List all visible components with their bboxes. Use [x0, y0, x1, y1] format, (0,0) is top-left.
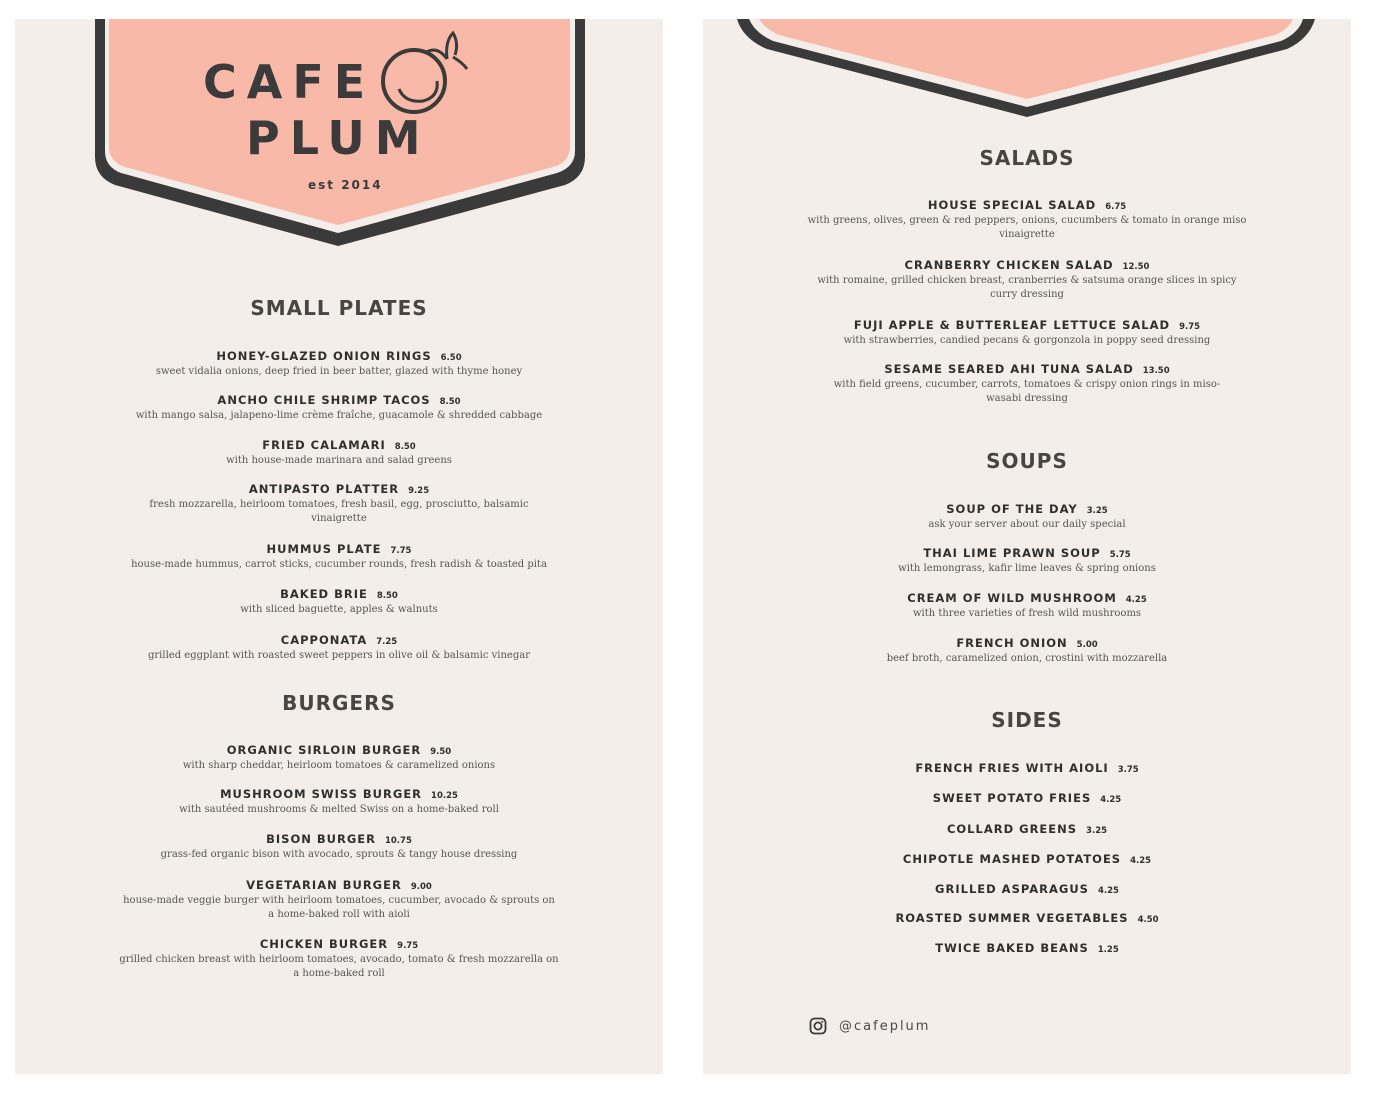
menu-item [703, 254, 1351, 302]
item-name: ROASTED SUMMER VEGETABLES [895, 911, 1129, 925]
item-price: 12.50 [1122, 262, 1150, 272]
item-desc: grilled chicken breast with heirloom tomatoes, avocado, tomato & fresh mozzarella on a home-baked roll [119, 954, 559, 979]
item-price: 5.00 [1076, 640, 1098, 650]
item-desc: fresh mozzarella, heirloom tomatoes, fresh basil, egg, prosciutto, balsamic vinaigrette [149, 499, 529, 524]
item-desc: with house-made marinara and salad greens [226, 455, 452, 466]
menu-item [703, 848, 1351, 867]
item-price: 7.75 [390, 546, 412, 556]
menu-item [703, 757, 1351, 776]
item-price: 3.25 [1086, 506, 1108, 516]
item-name: COLLARD GREENS [946, 822, 1078, 836]
item-name: CAPPONATA [280, 633, 368, 647]
item-desc: ask your server about our daily special [928, 519, 1126, 530]
item-name: ORGANIC SIRLOIN BURGER [226, 743, 422, 757]
instagram-handle[interactable]: @cafeplum [839, 1018, 931, 1034]
menu-item [15, 783, 663, 817]
section-burgers [15, 691, 663, 715]
item-price: 9.75 [1179, 322, 1201, 332]
menu-item [15, 874, 663, 922]
menu-item [703, 907, 1351, 926]
item-price: 6.50 [440, 353, 462, 363]
item-desc: grass-fed organic bison with avocado, sprouts & tangy house dressing [160, 849, 518, 860]
item-name: BISON BURGER [266, 832, 376, 846]
item-name: HUMMUS PLATE [266, 542, 382, 556]
item-name: TWICE BAKED BEANS [935, 941, 1089, 955]
item-price: 7.25 [376, 637, 398, 647]
menu-item [703, 818, 1351, 837]
menu-item [703, 937, 1351, 956]
plum-icon [375, 29, 475, 119]
item-name: CHICKEN BURGER [259, 937, 389, 951]
item-name: THAI LIME PRAWN SOUP [923, 546, 1101, 560]
social-link[interactable] [809, 1017, 930, 1035]
section-title: BURGERS [282, 691, 396, 715]
menu-item [703, 314, 1351, 348]
item-name: CRANBERRY CHICKEN SALAD [904, 258, 1114, 272]
brand-line2: PLUM [246, 111, 431, 165]
item-desc: with strawberries, candied pecans & gorgonzola in poppy seed dressing [843, 335, 1211, 346]
item-desc: with sliced baguette, apples & walnuts [240, 604, 438, 615]
menu-item [15, 739, 663, 773]
item-name: FRIED CALAMARI [262, 438, 386, 452]
item-name: MUSHROOM SWISS BURGER [220, 787, 423, 801]
menu-item [15, 434, 663, 468]
item-price: 3.25 [1086, 826, 1108, 836]
menu-item [15, 478, 663, 526]
item-price: 10.25 [431, 791, 458, 801]
item-desc: house-made veggie burger with heirloom tomatoes, cucumber, avocado & sprouts on a home-baked roll with aioli [123, 895, 555, 920]
item-name: BAKED BRIE [280, 587, 368, 601]
item-desc: house-made hummus, carrot sticks, cucumber rounds, fresh radish & toasted pita [131, 559, 547, 570]
menu-item [703, 542, 1351, 576]
menu-item [15, 389, 663, 423]
section-title: SIDES [991, 708, 1063, 732]
menu-item [15, 828, 663, 862]
section-salads [703, 146, 1351, 170]
section-title: SALADS [979, 146, 1075, 170]
item-desc: sweet vidalia onions, deep fried in beer batter, glazed with thyme honey [155, 366, 523, 377]
item-price: 9.50 [430, 747, 452, 757]
item-price: 4.50 [1137, 915, 1159, 925]
item-desc: with field greens, cucumber, carrots, tomatoes & crispy onion rings in miso-wasabi dressing [833, 379, 1221, 404]
item-desc: with sautéed mushrooms & melted Swiss on a home-baked roll [179, 804, 499, 815]
item-name: ANTIPASTO PLATTER [248, 482, 400, 496]
item-price: 8.50 [439, 397, 461, 407]
menu-item [703, 878, 1351, 897]
item-price: 6.75 [1105, 202, 1127, 212]
item-price: 3.75 [1117, 765, 1139, 775]
item-price: 4.25 [1130, 856, 1152, 866]
menu-item [703, 787, 1351, 806]
item-name: VEGETARIAN BURGER [246, 878, 402, 892]
item-name: SOUP OF THE DAY [946, 502, 1078, 516]
item-price: 13.50 [1142, 366, 1170, 376]
item-desc: with romaine, grilled chicken breast, cranberries & satsuma orange slices in spicy curry dressing [817, 275, 1237, 300]
menu-item [703, 587, 1351, 621]
item-price: 9.00 [410, 882, 432, 892]
item-price: 4.25 [1100, 795, 1122, 805]
item-price: 4.25 [1125, 595, 1147, 605]
item-price: 8.50 [394, 442, 416, 452]
menu-item [703, 498, 1351, 532]
item-name: FRENCH ONION [956, 636, 1068, 650]
item-price: 4.25 [1097, 886, 1119, 896]
item-price: 1.25 [1097, 945, 1119, 955]
item-price: 9.25 [408, 486, 430, 496]
section-soups [703, 449, 1351, 473]
item-name: HONEY-GLAZED ONION RINGS [216, 349, 432, 363]
section-small-plates [15, 296, 663, 320]
menu-item [15, 538, 663, 572]
menu-item [15, 629, 663, 663]
menu-item [15, 345, 663, 379]
menu-item [15, 583, 663, 617]
item-name: GRILLED ASPARAGUS [935, 882, 1089, 896]
established-date: est 2014 [308, 178, 383, 192]
menu-item [703, 358, 1351, 406]
item-name: SWEET POTATO FRIES [932, 791, 1092, 805]
item-desc: with mango salsa, jalapeno-lime crème fraîche, guacamole & shredded cabbage [135, 410, 543, 421]
section-title: SOUPS [986, 449, 1068, 473]
menu-item [703, 194, 1351, 242]
brand-line1: CAFE [203, 55, 376, 109]
menu-page-right [703, 19, 1351, 1074]
item-price: 9.75 [397, 941, 419, 951]
item-desc: grilled eggplant with roasted sweet peppers in olive oil & balsamic vinegar [148, 650, 530, 661]
brand [15, 19, 663, 279]
banner-bottom [703, 19, 1351, 129]
item-name: CHIPOTLE MASHED POTATOES [902, 852, 1122, 866]
item-price: 10.75 [384, 836, 412, 846]
menu-item [703, 632, 1351, 666]
item-desc: with three varieties of fresh wild mushrooms [912, 608, 1142, 619]
menu-page-left [15, 19, 663, 1074]
menu-item [15, 933, 663, 981]
item-desc: beef broth, caramelized onion, crostini with mozzarella [886, 653, 1168, 664]
section-sides [703, 708, 1351, 732]
item-name: ANCHO CHILE SHRIMP TACOS [217, 393, 431, 407]
item-desc: with sharp cheddar, heirloom tomatoes & caramelized onions [182, 760, 496, 771]
item-price: 5.75 [1109, 550, 1131, 560]
item-name: SESAME SEARED AHI TUNA SALAD [884, 362, 1134, 376]
section-title: SMALL PLATES [250, 296, 428, 320]
instagram-icon [809, 1017, 827, 1035]
item-name: CREAM OF WILD MUSHROOM [907, 591, 1117, 605]
item-name: HOUSE SPECIAL SALAD [927, 198, 1097, 212]
item-desc: with lemongrass, kafir lime leaves & spring onions [898, 563, 1156, 574]
item-price: 8.50 [376, 591, 398, 601]
item-desc: with greens, olives, green & red peppers, onions, cucumbers & tomato in orange miso vinaigrette [807, 215, 1247, 240]
item-name: FUJI APPLE & BUTTERLEAF LETTUCE SALAD [853, 318, 1171, 332]
item-name: FRENCH FRIES WITH AIOLI [915, 761, 1109, 775]
